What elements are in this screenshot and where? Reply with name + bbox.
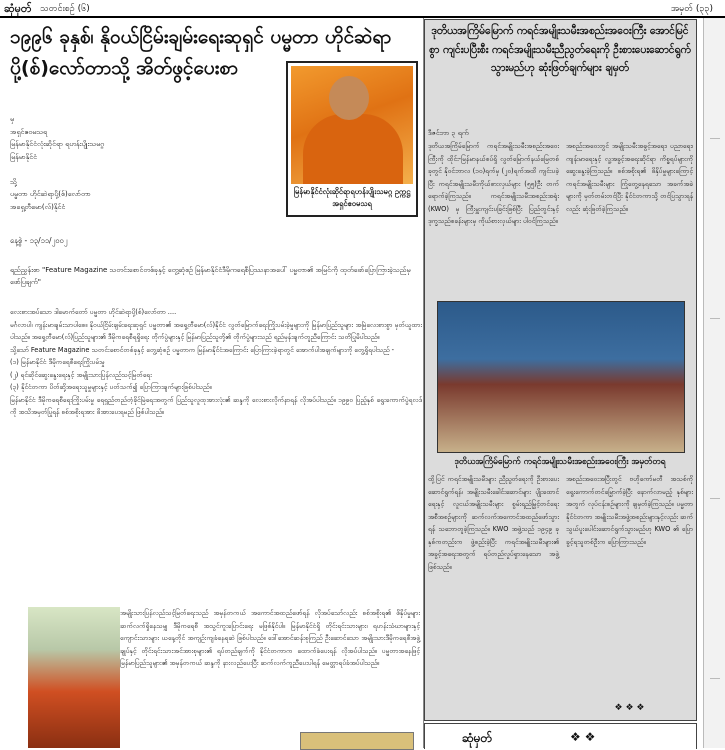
side-column-3: ထို့ပြင် ကရင်အမျိုးသမီးများ ညီညွတ်ရေးကို ဦးစားပေးဆောင်ရွက်ရန်၊ အမျိုးသမီးခေါင်းဆောင်များ ပျိုးထောင်ရေးနှင့် လူငယ်အမျိုးသမီးများ စွမ်းရည်မြှင့်တင်ရေး အစီအစဉ်များကို ဆက်လက်အကောင်အထည်ဖော်သွားရန် သဘောတူခဲ့ကြသည်။ KWO အဖွဲ့သည် ၁၉၄၉ ခုနှစ်ကတည်းက ဖွဲ့စည်းခဲ့ပြီး ကရင်အမျိုးသမီးများ၏ အခွင့်အရေးအတွက် ရပ်တည်လှုပ်ရှားနေသော အဖွဲ့ဖြစ်သည်။ <box>428 475 559 571</box>
monk-photo-frame <box>286 61 418 217</box>
masthead-logo: ဆုံမှတ် <box>4 2 32 15</box>
article-title: ၁၉၉၆ ခုနှစ်၊ နိုဝယ်ငြိမ်းချမ်းရေးဆုရှင် ပမ္မတာ ဟိုင်ဆဲရာပို့(စ်)လော်တာသို့ အိတ်ဖွင့်ပေးစာ <box>10 26 392 79</box>
footer-ornament: ❖ ❖ <box>570 730 596 744</box>
issue-label: သတင်းစဉ် (၆) <box>40 4 90 14</box>
bottom-photo-strip <box>300 732 414 750</box>
letter-date: နေ့စွဲ - ၁၃/၁၁/၂၀၀၂ <box>10 236 68 245</box>
end-mark: ❖ ❖ ❖ <box>614 703 645 713</box>
group-photo <box>437 301 685 453</box>
header-rule <box>0 16 725 18</box>
monk-photo-caption: မြန်မာနိုင်ငံလုံးဆိုင်ရာရဟန်းပျိုးသမဂ္ဂ ဥက္ကဋ္ဌ အရှင်ဧဝမသရ <box>293 187 411 208</box>
protest-photo <box>28 607 120 748</box>
face-shape <box>329 76 369 120</box>
side-column-4: အစည်းအဝေးအပြီးတွင် ဗဟိုကော်မတီ အသစ်ကို ရွေးကောက်တင်မြှောက်ခဲ့ပြီး နောက်လာမည့် နှစ်များအတွက် လုပ်ငန်းစဉ်များကို ချမှတ်ခဲ့ကြသည်။ ပမ္မတာ နိုင်ငံတကာ အမျိုးသမီးအဖွဲ့အစည်းများနှင့်လည်း ဆက်သွယ်ပူးပေါင်းဆောင်ရွက်သွားမည်ဟု KWO ၏ ပြောခွင့်ရသူတစ်ဦးက ပြောကြားသည်။ <box>566 475 693 546</box>
article-body-2: အမျိုးသားပြန်လည်သင့်မြတ်ရေးသည် အမှန်တကယ် အကောင်အထည်ဖော်ရန် လိုအပ်သော်လည်း စစ်အစိုးရ၏ ဖိနှိပ်မှုများ ဆက်လက်ရှိနေသမျှ ဒီမိုကရေစီ အသွင်ကူးပြောင်းရေး မဖြစ်နိုင်ပါ။ မြန်မာနိုင်ငံရှိ တိုင်းရင်းသားများ၊ ရဟန်းသံဃာများနှင့် ကျောင်းသားများ ယနေ့တိုင် အကျဉ်းကျခံနေရဆဲ ဖြစ်ပါသည်။ ဒေါ်အောင်ဆန်းစုကြည် ဦးဆောင်သော အမျိုးသားဒီမိုကရေစီအဖွဲ့ချုပ်နှင့် တိုင်းရင်းသားအင်အားစုများ၏ ရပ်တည်ချက်ကို နိုင်ငံတကာက ထောက်ခံပေးရန် လိုအပ်ပါသည်။ ပမ္မတာအနေဖြင့် မြန်မာပြည်သူများ၏ အမှန်တကယ် ဆန္ဒကို နားလည်ပေးပြီး ဆက်လက်ကူညီပေးပါရန် မေတ္တာရပ်ခံအပ်ပါသည်။ <box>120 609 420 667</box>
page-edge-strip <box>703 18 725 748</box>
monk-photo <box>291 66 413 184</box>
address-block: မှ အရှင်ဧဝမသရ မြန်မာနိုင်ငံလုံးဆိုင်ရာ ရဟန်းပျိုးသမဂ္ဂ မြန်မာနိုင်ငံ သို့ ပမ္မတာ ဟိုင်ဆဲရာပို့(စ်)လော်တာ အရှေ့တီမော(လ်)နိုင်ငံ <box>10 115 105 211</box>
robe-shape <box>303 114 403 184</box>
side-dateline: ဒီဇင်ဘာ ၃ ရက် <box>428 129 469 137</box>
side-headline: ဒုတိယအကြိမ်မြောက် ကရင်အမျိုးသမီးအစည်းအဝေးကြီး အောင်မြင်စွာ ကျင်းပပြီးစီး ကရင်အမျိုးသမီးညီညွတ်ရေးကို ဦးစားပေးဆောင်ရွက်သွားမည်ဟု ဆုံးဖြတ်ချက်များ ချမှတ် <box>429 25 691 74</box>
letter-subject: ရည်ညွှန်းစာ "Feature Magazine သတင်းစောင်တစ်ခုနှင့် တွေ့ဆုံစဉ် မြန်မာနိုင်ငံဒီမိုကရေစီပြဿနာအပေါ် ပမ္မတာ၏ အမြင်ကို ထုတ်ဖော်ပြောကြားခဲ့သည်မှ ဖော်ပြချက်" <box>10 266 411 286</box>
group-photo-caption: ဒုတိယအကြိမ်မြောက် ကရင်အမျိုးသမီးအစည်းအဝေးကြီး အမှတ်တရ <box>454 457 666 467</box>
article-body-1: လေးစားအပ်သော ဒါမောက်တော် ပမ္မတာ ဟိုင်ဆဲရာပို့(စ်)လော်တာ .... မင်္ဂလာပါ၊ ကျန်းမာချမ်းသာပါစေ။ နိုဝယ်ငြိမ်းချမ်းရေးဆုရှင် ပမ္မတာ၏ အရှေ့တီမော(လ်)နိုင်ငံ လွတ်မြောက်ရေးကြိုးပမ်းခဲ့မှုများကို မြန်မာပြည်သူများ အမြဲလေးစားစွာ မှတ်ယူထားပါသည်။ အရှေ့တီမော(လ်)ပြည်သူများ၏ ဒီမိုကရေစီရရှိရေး တိုက်ပွဲများနှင့် မြန်မာပြည်သူတို့၏ တိုက်ပွဲများသည် ရည်မှန်းချက်တူညီကြောင်း သတိပြုမိပါသည်။ သို့သော် Feature Magazine သတင်းစောင်တစ်ခုနှင့် တွေ့ဆုံစဉ် ပမ္မတာက မြန်မာနိုင်ငံအကြောင်း ပြောကြားခဲ့ရာတွင် အောက်ပါအချက်များကို တွေ့ရှိရပါသည် - (၁) မြန်မာနိုင်ငံ ဒီမိုကရေစီရေးကြိုးပမ်းမှု (၂) ရင်ဆိုင်ဆွေးနွေးရေးနှင့် အမျိုးသားပြန်လည်သင့်မြတ်ရေး (၃) နိုင်ငံတကာ ပိတ်ဆို့အရေးယူမှုများနှင့် ပတ်သက်၍ ပြောကြားချက်များဖြစ်ပါသည်။ မြန်မာနိုင်ငံ ဒီမိုကရေစီရေးကြိုးပမ်းမှု ရေရှည်တည်တံ့ခိုင်မြဲရေးအတွက် ပြည်သူလူထုအားလုံး၏ ဆန္ဒကို လေးစားလိုက်နာရန် လိုအပ်ပါသည်။ ၁၉၉၀ ပြည့်နှစ် ရွေးကောက်ပွဲရလဒ်ကို အသိအမှတ်ပြုရန် စစ်အစိုးရအား ဖိအားပေးရမည် ဖြစ်ပါသည်။ <box>10 308 422 416</box>
footer-logo: ဆုံမှတ် <box>462 731 493 745</box>
side-column-2: အစည်းအဝေးတွင် အမျိုးသမီးအခွင့်အရေး၊ ပညာရေး၊ ကျန်းမာရေးနှင့် လူ့အခွင့်အရေးဆိုင်ရာ ကိစ္စရပ်များကို ဆွေးနွေးခဲ့ကြသည်။ စစ်အစိုးရ၏ ဖိနှိပ်မှုများကြောင့် ကရင်အမျိုးသမီးများ ကြုံတွေ့နေရသော အခက်အခဲများကို မှတ်တမ်းတင်ပြီး နိုင်ငံတကာသို့ တင်ပြသွားရန်လည်း ဆုံးဖြတ်ခဲ့ကြသည်။ <box>566 142 693 213</box>
side-column-1: ဒုတိယအကြိမ်မြောက် ကရင်အမျိုးသမီးအစည်းအဝေးကြီးကို ထိုင်း-မြန်မာနယ်စပ်ရှိ လွတ်မြောက်နယ်မြေတစ်ခုတွင် နိုဝင်ဘာလ (၁၀)ရက်မှ (၂၀)ရက်အထိ ကျင်းပခဲ့ပြီး ကရင်အမျိုးသမီးကိုယ်စားလှယ်များ (၅၅)ဦး တက်ရောက်ခဲ့ကြသည်။ ကရင်အမျိုးသမီးအစည်းအရုံး (KWO) မှ ကြီးမှူးကျင်းပခြင်းဖြစ်ပြီး ပြည်တွင်းနှင့် ဒုက္ခသည်စခန်းများမှ ကိုယ်စားလှယ်များ ပါဝင်ကြသည်။ <box>428 142 559 225</box>
page-number: အမှတ် (၃၃) <box>670 4 713 14</box>
